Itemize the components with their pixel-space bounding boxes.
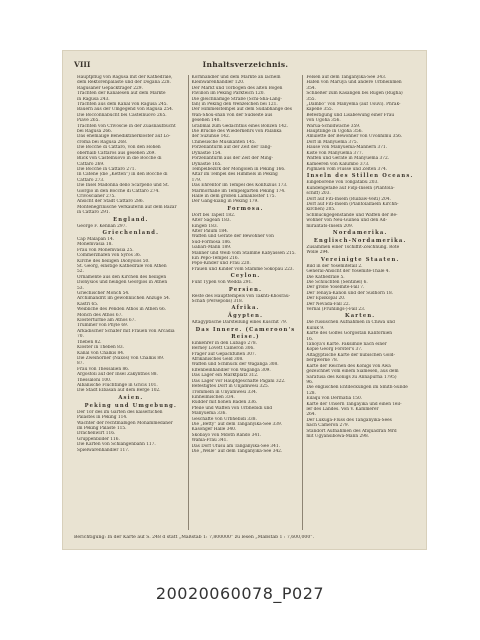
index-entry: miralitäts-Inseln 209. (306, 223, 354, 229)
index-entry: Mönch des Athos 67. (77, 312, 123, 318)
index-entry: Die Brücke des Wiederkehrs von Palanka (191, 129, 282, 135)
index-entry: Manyuema 336. (191, 411, 227, 417)
index-entry: Der Episkopal 20. (306, 296, 346, 302)
index-entry: Wan-Shou-shan von der Südseite aus (191, 112, 273, 118)
index-entry: Frauen und Kinder vom Stamme Sokopau 223. (191, 266, 294, 272)
page-number: VIII (74, 60, 91, 69)
index-entry: Gruppenbilder 116. (77, 436, 120, 442)
index-entry: Der Tenaya-Kañon und der Südhorn 18. (306, 290, 394, 296)
index-entry: in Ragusa 243. (77, 96, 110, 102)
index-entry: Altägyptische Darstellung eines Kuschit 79. (191, 320, 288, 326)
index-entry: Tanoya's Karte. Faksimile nach einer (306, 342, 387, 348)
index-entry: Pigmäen vom Flusse und Zelten 374. (306, 166, 388, 172)
index-entry: Die Bocche di Cattaro, von den Höhen (77, 145, 161, 151)
index-entry: Thessaloni 100. (77, 377, 112, 383)
index-entry: Wolle 294. (306, 250, 330, 256)
index-entry: oberhalb Cattaros aus gesehen 269. (77, 150, 156, 156)
index-entry: dem Rektorenpalaste und der Dogana 228. (77, 80, 171, 86)
index-entry: Das ehemalige Benediktinerkloster auf Lo- (77, 134, 171, 140)
index-entry: Dorf auf Fiti-Inseln (Plantolalfaeln Kirchh- (306, 201, 399, 207)
index-entry: Bauern aus der Umgegend von Ragusa 254. (77, 107, 174, 113)
index-entry: Waffen und Schmuck der Waganga 308. (191, 362, 279, 368)
index-entry: Die Kathedrale 5. (306, 274, 345, 280)
index-column-left (74, 75, 188, 530)
index-entry: Amulette der Bewohner von Uvolihimu 356. (306, 134, 403, 140)
index-entry: Befestigung und Lisabewung einer Frau (306, 112, 395, 118)
index-entry: Kasonger Halle 340. (191, 427, 237, 433)
index-entry: „Dambo“ von Manyema (auf Usuvi). Phrak- (306, 102, 401, 108)
section-heading: Nordamerika. (332, 229, 388, 236)
index-entry: 87. (77, 361, 84, 367)
index-entry: 96. (306, 379, 314, 385)
index-entry: Der Markt und Torbogen des alten Bogen (191, 85, 283, 91)
section-heading: Griechenland. (102, 229, 160, 236)
index-entry: von Ugoha 356. (306, 118, 341, 124)
index-entry: Altar im Tempel des Himmels in Peking (191, 172, 278, 178)
index-entry: 53. (77, 285, 84, 291)
index-entry: Schmuckgegenstände und Waffen der Be- (306, 212, 398, 218)
index-entry: Dynastie 165. (191, 161, 222, 167)
index-entry: Die englischen Entdeckungen im Smith-Sunde (306, 385, 408, 391)
index-entry: Häfen von Maruya und andere Urbheinmen (306, 80, 402, 86)
index-entry: Kastri 65. (77, 301, 99, 307)
page-header (74, 60, 417, 70)
index-entry: Porzellanturm aus der Zeit der Ming- (191, 156, 273, 162)
section-heading: Englisch-Nordamerika. (313, 237, 407, 244)
index-entry: Montenegrinische Verkäuferin auf dem Bazar (77, 204, 177, 210)
index-entry: Frau von Thessalien 86. (77, 366, 130, 372)
index-entry: nach Cameron 279. (306, 423, 350, 429)
index-entry: Trommeln in Unyamwesi 334. (191, 389, 258, 395)
index-entry: St. Georg, einstige Kathedrale von Athen (77, 264, 167, 269)
index-entry: Dorf bei Tapeit 182. (191, 212, 236, 218)
index-entry: Gabari-Mann 189. (191, 245, 232, 251)
index-entry: 52. (77, 269, 84, 275)
index-entry: Kopie Georg Forster's 37. (306, 347, 363, 353)
index-entry: Süd-Formosa 186. (191, 239, 232, 245)
index-entry: 70. (77, 334, 84, 340)
index-entry: Die russischen Aufnahmen in Chiwa und (306, 320, 395, 326)
index-column-right (302, 75, 417, 530)
index-entry: Ansicht der Stadt Cattaro 286. (77, 199, 144, 205)
index-entry: im Peking Palaste 115. (77, 425, 127, 431)
index-entry: Altägyptische Karte der nubischen Gold- (306, 352, 395, 358)
index-entry: Dynastie 154. (191, 150, 222, 156)
index-entry: Kirche des heiligen Dionysios 50. (77, 258, 150, 264)
section-heading: Afrika. (231, 305, 260, 312)
index-entry: Piave 265. (77, 118, 100, 124)
index-entry: Fräger auf Gepäckfüßen 307. (191, 351, 257, 357)
index-entry: Kornhändler und dem Markte an lächeln (191, 75, 281, 80)
index-entry: Kiste von Manyuema 377. (306, 150, 363, 156)
index-entry: Cap Malapan 14. (77, 236, 115, 242)
index-entry: Das Dorf Ufusu am Tanganyika-See 341. (191, 443, 280, 449)
index-entry: Die Bocche in Cattaro 271. (77, 166, 136, 172)
index-entry: bergwerke 78. (306, 358, 339, 364)
section-heading: Karten. (345, 313, 376, 320)
index-entry: Rudder mit hohen Bäden 336. (191, 400, 258, 406)
index-entry: Weibliche des Pendeli Athos in Athen 66. (77, 307, 167, 313)
section-heading: Formosa. (227, 205, 264, 212)
footnote: Berichtigung: In der Karte auf S. 248 d statt „Maßstab 1: 7,800000“ zu lesen „Maßstab 1 : 7,600,000“. (74, 535, 315, 540)
index-entry: 354. (306, 85, 316, 91)
section-heading: Ceylon. (230, 273, 261, 280)
index-entry: Ein Pepo-Tempel 216. (191, 256, 239, 261)
index-entry: Waffen und Geräte in Manyuema 372. (306, 156, 390, 162)
index-entry: Tempelbezirk der Mongolen in Peking 166. (191, 166, 286, 172)
index-entry: kirchen) 205. (306, 207, 336, 213)
index-entry: schiff) 203. (306, 191, 331, 197)
index-entry: 264. (306, 412, 316, 418)
index-entry: Albanische Flüchtlinge in Gricis 101. (77, 382, 158, 388)
index-entry: Kuluk 9. (306, 325, 325, 331)
index-entry: Häuse von Manyuema-Männern 371. (306, 145, 388, 151)
index-entry: Chinesische Musikanten 145. (191, 139, 256, 145)
index-entry: Die gleichnamige Straße (Schi-Sha-Lang- (191, 96, 282, 102)
index-entry: Cattaro 273. (77, 177, 105, 183)
index-entry: Wahia-Frau 341. (191, 438, 228, 444)
index-column-middle (188, 75, 303, 530)
index-entry: kapelle 355. (306, 107, 334, 113)
section-heading: Vereinigte Staaten. (320, 256, 400, 263)
index-entry: Eilaqu von Dermatia 150. (306, 396, 363, 402)
page-title: Inhaltsverzeichnis. (202, 60, 289, 69)
index-entry: Der Lukuga-Fluss des Tanganyika-Sees (306, 417, 392, 423)
index-entry: Die Bocconnabucht bei Castelnuovo 265. (77, 112, 167, 118)
index-entry: Warua-Schildwache 359. (306, 123, 361, 129)
index-entry: Trachten aus dem Kanal von Ragusa 245. (77, 102, 168, 108)
section-heading: Asien. (118, 394, 144, 401)
index-entry: Skobayo von Mdoth Rando 341. (191, 432, 262, 438)
index-entry: Das Ehrentor im Tempel des Konfuzius 173. (191, 183, 288, 189)
index-entry: Standort Aufnahmen des Afiquadran Mrd (306, 428, 397, 434)
index-entry: Argostoli auf der Insel Zakynthos 88. (77, 372, 158, 378)
index-entry: Einheimischen 334. (191, 394, 235, 400)
index-entry: Giorgio in den Bocche di Cattaro 274. (77, 188, 160, 194)
index-entry: Blick von Castelnuovo in die Bocche di (77, 156, 162, 162)
index-entry: Berney Lovett Cameron 306. (191, 346, 255, 352)
index-entry: Cattaro 269. (77, 161, 105, 167)
index-entry: Die Insel Madonna dello Scarpello und St. (77, 183, 170, 189)
index-entry: Die Stadt Elbasan auf dem Berge 102. (77, 388, 161, 394)
index-entry: Archimandrit im gewöhnlichen Anzuge 54. (77, 296, 171, 302)
index-entry: Kleinwarenhandler 120. (191, 80, 245, 86)
index-entry: Zusammen einer Tschiffit-Zeichnung. Rote (306, 244, 400, 250)
index-entry: Die Schluchten (Sentinel) 6. (306, 280, 368, 285)
index-entry: Karte des Golfes Gorgostan Kalifornien (306, 331, 393, 337)
index-entry: 16. (306, 336, 314, 342)
index-entry: Häuptlinge in Ugoha 356. (306, 129, 363, 135)
index-entry: Marmorhalle im Tempelgarten Peking 174. (191, 188, 286, 194)
index-entry: fan) in Peking den Wenzelchen bei 121. (191, 102, 278, 108)
index-entry: 179. (191, 177, 202, 183)
index-entry: Trachten der Kanalesen auf dem Markte (77, 91, 166, 97)
index-entry: Grabmal zum Gedächtnis eines Bonzen 142. (191, 123, 289, 129)
index-entry: gezeichnet vom einem Siamesen, aus dem (306, 369, 399, 375)
index-entry: Die Karten von Schlangenbahn 117. (77, 442, 156, 448)
index-entry: Geschäfte von Urbhebidi 338. (191, 416, 257, 422)
index-entry: Karte der Unsern Tangayika und einen Teil- (306, 401, 402, 407)
index-entry: Männer und Weib vom Stamme Kabyassen 215. (191, 250, 296, 256)
index-entry: Crivoscianer 275. (77, 193, 116, 199)
index-entry: Die Zweihörner (Naxos) von Chalkis 89. (77, 355, 165, 361)
index-entry: General-Ansicht der Yosemite-Thale 4. (306, 269, 390, 275)
index-entry: Bild in der Yosemitefall 2. (306, 263, 363, 269)
index-entry: Der Tor des im Garten des kaiserlichen (77, 409, 163, 415)
index-entry: Theben 82. (77, 339, 102, 345)
index-entry: Eingeb 183. (191, 223, 218, 229)
index-entry: in Cattaro 291. (77, 210, 110, 216)
index-entry: Felsen auf dem Tanganyika-See 343. (306, 75, 387, 80)
index-entry: Kundengefäße auf Fidji-Inseln (Plantola- (306, 185, 395, 191)
section-heading: Inseln des Stillen Oceans. (306, 173, 414, 180)
index-entry: Saratusa des Königs zu Annapurna 1795) (306, 374, 397, 380)
index-entry: Kloster in Theben 83. (77, 345, 125, 351)
section-heading: Peking und Umgebung. (84, 402, 178, 409)
index-entry: George F. Kennan 297. (77, 223, 127, 229)
index-entry: Drachenwirt 116. (77, 431, 116, 437)
index-entry: Der große Yosemite-Fall 7. (306, 285, 365, 291)
index-entry: bei Ragusa 266. (77, 129, 113, 135)
index-entry: Kameeren von Kalumbo 373. (306, 161, 370, 167)
index-entry: Hauptpflug von Ragusa mit der Kathedrale, (77, 75, 173, 80)
index-entry: Schließer zum Kasangen bei Rugen (Rugha) (306, 91, 403, 97)
index-entry: Ornamente aus den Kirchen des heiligen (77, 274, 167, 280)
section-heading: Das Innere. (Cameroon's Reise.) (195, 326, 296, 340)
index-entry: Porzellanturm auf der Zeit der Tang- (191, 145, 272, 151)
index-entry: In Catene (die „Ketten“) in den Bocche di (77, 172, 168, 178)
index-entry: Dorf in Manyuema 375. (306, 139, 358, 145)
index-entry: Alter Pälum 184. (191, 228, 229, 234)
index-entry: Pavillon im Peking Parkteich 120. (191, 91, 265, 97)
index-entry: Die „Betty“ auf dem Tanganyika-See 339. (191, 421, 283, 427)
index-entry: Alter Sägeäh 183. (191, 218, 231, 224)
index-entry: Monemvasia 18. (77, 242, 113, 248)
index-entry: Fünf Typen von Wedda 291. (191, 280, 253, 286)
index-entry: Trachten von Crivoscie in der Zuasnaufbucht (77, 123, 176, 129)
index-entry: Die „Welle“ auf dem Tanganyika-See 342. (191, 448, 283, 454)
index-entry: ler des Landes. Von V. Kammerer (306, 406, 379, 412)
index-entry: Trümmer von Phyle 69. (77, 323, 129, 329)
index-entry: 128. (306, 390, 316, 396)
index-entry: Vernal (Frühlings-)-Fall 23. (306, 307, 366, 313)
index-entry: Das Lager ein Marktplatz 312. (191, 373, 259, 379)
index-entry: Waffen und Geräte der Bewohner von (191, 234, 274, 240)
index-entry: Befestigtes Dorf in Unjamwesi 325. (191, 384, 270, 390)
index-entry: Schah (Persepolis) 318. (191, 299, 244, 305)
index-entry: Einkehrer in den Lubago 278. (191, 340, 258, 346)
index-entry: Der Gang-kiang in Peking 179. (191, 199, 259, 205)
index-entry: gesehen 140. (191, 118, 221, 124)
index-entry: Frau von Monemvasia 25. (77, 247, 134, 253)
index-entry: Palastes in Peking 114. (77, 415, 128, 421)
index-entry: Eingeborene von Tongatabu 203. (306, 180, 379, 186)
index-entry: Das Lager vor Hauptgeschäfte Pagani 322. (191, 378, 286, 384)
section-heading: Ägypten. (227, 313, 264, 320)
index-entry: Dionysios und heiligen Georgios in Athen (77, 280, 168, 286)
index-entry: croma bei Ragusa 268. (77, 139, 128, 145)
index-entry: der Suzuhue 142. (191, 134, 231, 140)
index-entry: Karte der Reichen des Königs von Awa (306, 363, 391, 369)
index-entry: Der Himmelstempel auf dem Südabhange des (191, 107, 292, 113)
scanned-page (62, 50, 427, 550)
index-entry: Pfeile und Waffen von Urbhebidi und (191, 405, 273, 411)
index-entry: wohner von Neu-Guinea und den Ad- (306, 218, 387, 224)
index-entry: mit Ugyansibowa-Mann 298. (306, 433, 370, 439)
index-entry: Klostertürme am Athos 67. (77, 318, 136, 324)
index-entry: Griechischer Mönch 54. (77, 291, 130, 297)
index-entry: Ragusaner Gepäckträger 229. (77, 85, 143, 91)
index-entry: Dorf auf Fiti-Inseln (Ruibaw-Veiti) 204. (306, 196, 391, 202)
index-entry: Halle in dem großen Lamakloster 175. (191, 193, 276, 199)
index-columns (74, 75, 417, 530)
index-entry: Spielwarenhändler 117. (77, 447, 130, 453)
index-entry: Reste des Haupttempels von Takhti-Khosrau- (191, 293, 291, 299)
index-entry: Commerzhafen von Syros 36. (77, 253, 142, 259)
index-entry: Arkadischer Schäfer mit Frauen von Arcadia (77, 328, 175, 334)
archive-id-caption: 20020060078_P027 (155, 584, 325, 603)
index-entry: Pepo-Kinder und Frau 220. (191, 261, 251, 267)
section-heading: Persien. (228, 286, 263, 293)
index-entry: Wächter der rechtmäßigen Mohammedaner (77, 420, 173, 426)
index-entry: 355. (306, 96, 316, 102)
section-heading: England. (113, 216, 149, 223)
index-entry: Elfenbeinhändler von Waganga 309. (191, 367, 271, 373)
index-entry: Der Nevada-Fall 22. (306, 301, 351, 307)
index-entry: Afrikanisches Geld 308. (191, 357, 244, 363)
index-entry: Kanal von Chalkis 84. (77, 350, 125, 356)
